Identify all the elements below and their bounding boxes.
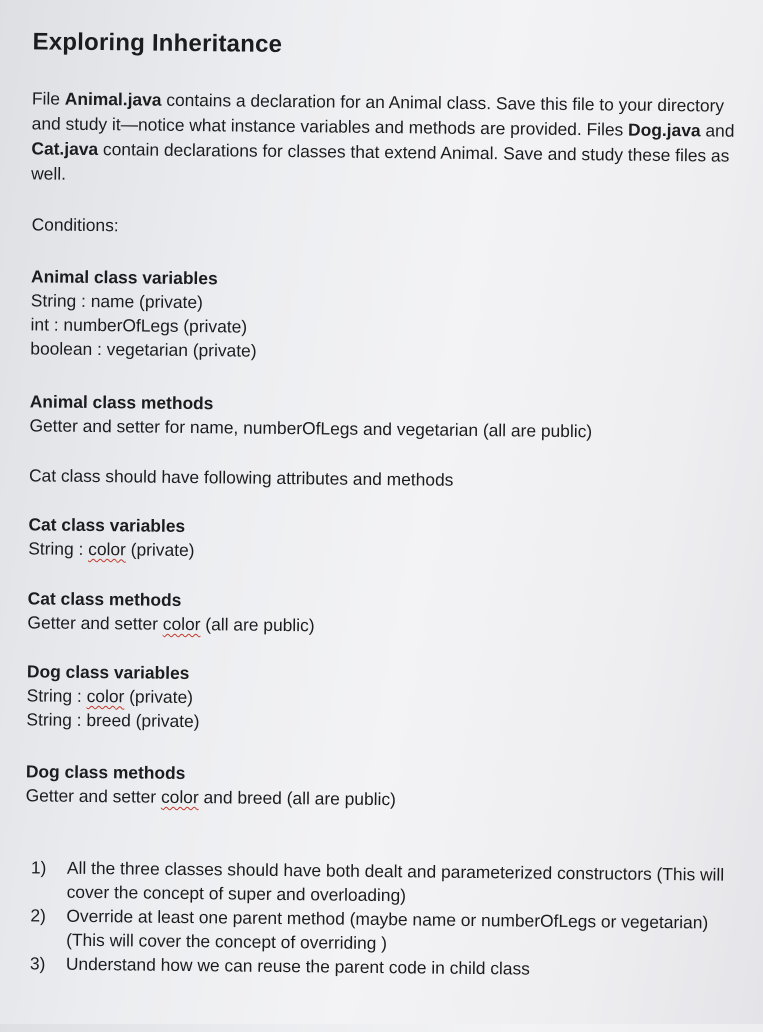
dog-variables-section	[26, 659, 200, 733]
task-text: Understand how we can reuse the parent code in child class	[65, 953, 531, 979]
cat-java-filename: Cat.java	[31, 138, 99, 160]
task-number: 3)	[29, 953, 46, 974]
dog-var-breed: String : breed (private)	[26, 709, 200, 732]
dog-methods-section	[26, 759, 397, 811]
dog-var-suffix: (private)	[124, 686, 194, 708]
conditions-label: Conditions:	[31, 214, 119, 236]
animal-methods-heading: Animal class methods	[29, 391, 214, 414]
animal-variables-heading: Animal class variables	[31, 266, 218, 289]
cat-variables-heading: Cat class variables	[28, 514, 186, 536]
misspelled-word: color	[162, 613, 201, 635]
task-number: 2)	[30, 905, 46, 926]
animal-methods-section	[29, 389, 592, 443]
task-number: 1)	[30, 857, 47, 878]
dog-var-prefix: String :	[26, 685, 87, 706]
cat-var-suffix: (private)	[125, 539, 195, 561]
intro-text-3: and	[700, 120, 735, 141]
animal-var-name: String : name (private)	[30, 290, 203, 313]
cat-intro-line: Cat class should have following attributes and methods	[28, 465, 454, 490]
dog-var-color	[27, 683, 200, 709]
list-item	[29, 855, 744, 910]
misspelled-word: color	[88, 538, 126, 560]
animal-var-legs: int : numberOfLegs (private)	[30, 314, 248, 337]
cat-methods-heading: Cat class methods	[27, 588, 182, 610]
page-title: Exploring Inheritance	[32, 28, 283, 58]
animal-methods-line: Getter and setter for name, numberOfLegs and vegetarian (all are public)	[29, 415, 593, 442]
cat-methods-line	[27, 610, 314, 637]
task-list	[28, 855, 744, 982]
dog-methods-heading: Dog class methods	[25, 761, 186, 783]
animal-variables-section	[30, 264, 257, 362]
dog-methods-line	[26, 783, 396, 811]
cat-variables-section	[28, 512, 195, 562]
list-item	[28, 903, 743, 958]
dog-variables-heading: Dog class variables	[26, 661, 190, 684]
cat-var-color	[28, 536, 195, 562]
dog-methods-suffix: and breed (all are public)	[198, 787, 397, 810]
dog-java-filename: Dog.java	[628, 119, 701, 141]
dog-methods-prefix: Getter and setter	[25, 785, 162, 807]
intro-text-4: contain declarations for classes that extend Animal. Save and study these files as well.	[31, 139, 730, 184]
cat-methods-suffix: (all are public)	[200, 614, 315, 636]
task-text: Override at least one parent method (maybe name or numberOfLegs or vegetarian) (This will cover the concept of overriding )	[66, 905, 709, 954]
misspelled-word: color	[86, 685, 125, 707]
intro-text-1: File	[31, 88, 65, 109]
intro-text-2: contains a declaration for an Animal class. Save this file to your directory and study it—notice what instance variables and methods are provided. Files	[31, 89, 725, 140]
cat-methods-prefix: Getter and setter	[27, 612, 163, 634]
intro-paragraph	[31, 86, 747, 193]
animal-var-vegetarian: boolean : vegetarian (private)	[30, 338, 257, 361]
animal-java-filename: Animal.java	[64, 88, 162, 110]
misspelled-word: color	[160, 786, 199, 808]
task-text: All the three classes should have both dealt and parameterized constructors (This will cover the concept of super and overloading)	[66, 857, 725, 906]
cat-var-prefix: String :	[28, 538, 89, 559]
cat-methods-section	[27, 586, 315, 637]
